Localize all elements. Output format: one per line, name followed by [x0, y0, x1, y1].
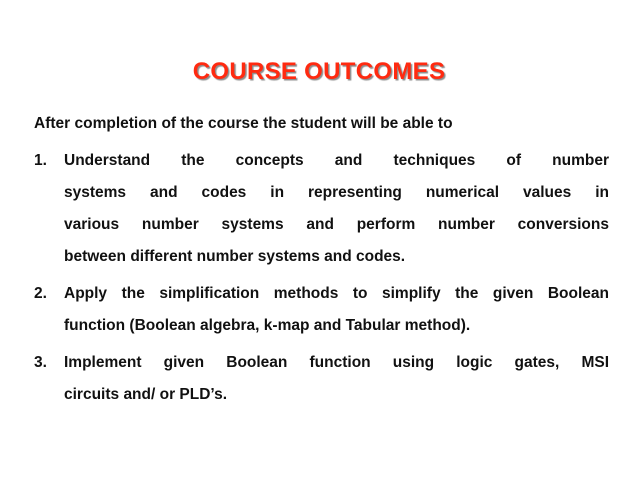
outcome-line: between different number systems and codes. [64, 248, 406, 265]
outcome-line: various number systems and perform number conversions [64, 216, 609, 233]
outcome-line: circuits and/ or PLD’s. [64, 386, 228, 403]
outcome-line: Understand the concepts and techniques of number [64, 152, 609, 169]
outcome-line: Apply the simplification methods to simplify the given Boolean [64, 285, 609, 302]
outcome-item-2 [34, 278, 609, 342]
outcome-line: function (Boolean algebra, k-map and Tabular method). [64, 317, 471, 334]
slide-title: COURSE OUTCOMES [192, 58, 446, 85]
outcome-item-3 [34, 347, 609, 411]
outcome-item-1 [34, 145, 609, 273]
outcome-number: 1. [34, 152, 47, 169]
intro-text: After completion of the course the student will be able to [34, 115, 453, 132]
outcome-line: systems and codes in representing numerical values in [64, 184, 609, 201]
outcome-line: Implement given Boolean function using logic gates, MSI [64, 354, 609, 371]
outcome-number: 3. [34, 354, 47, 371]
outcomes-list [34, 145, 609, 416]
outcome-number: 2. [34, 285, 47, 302]
